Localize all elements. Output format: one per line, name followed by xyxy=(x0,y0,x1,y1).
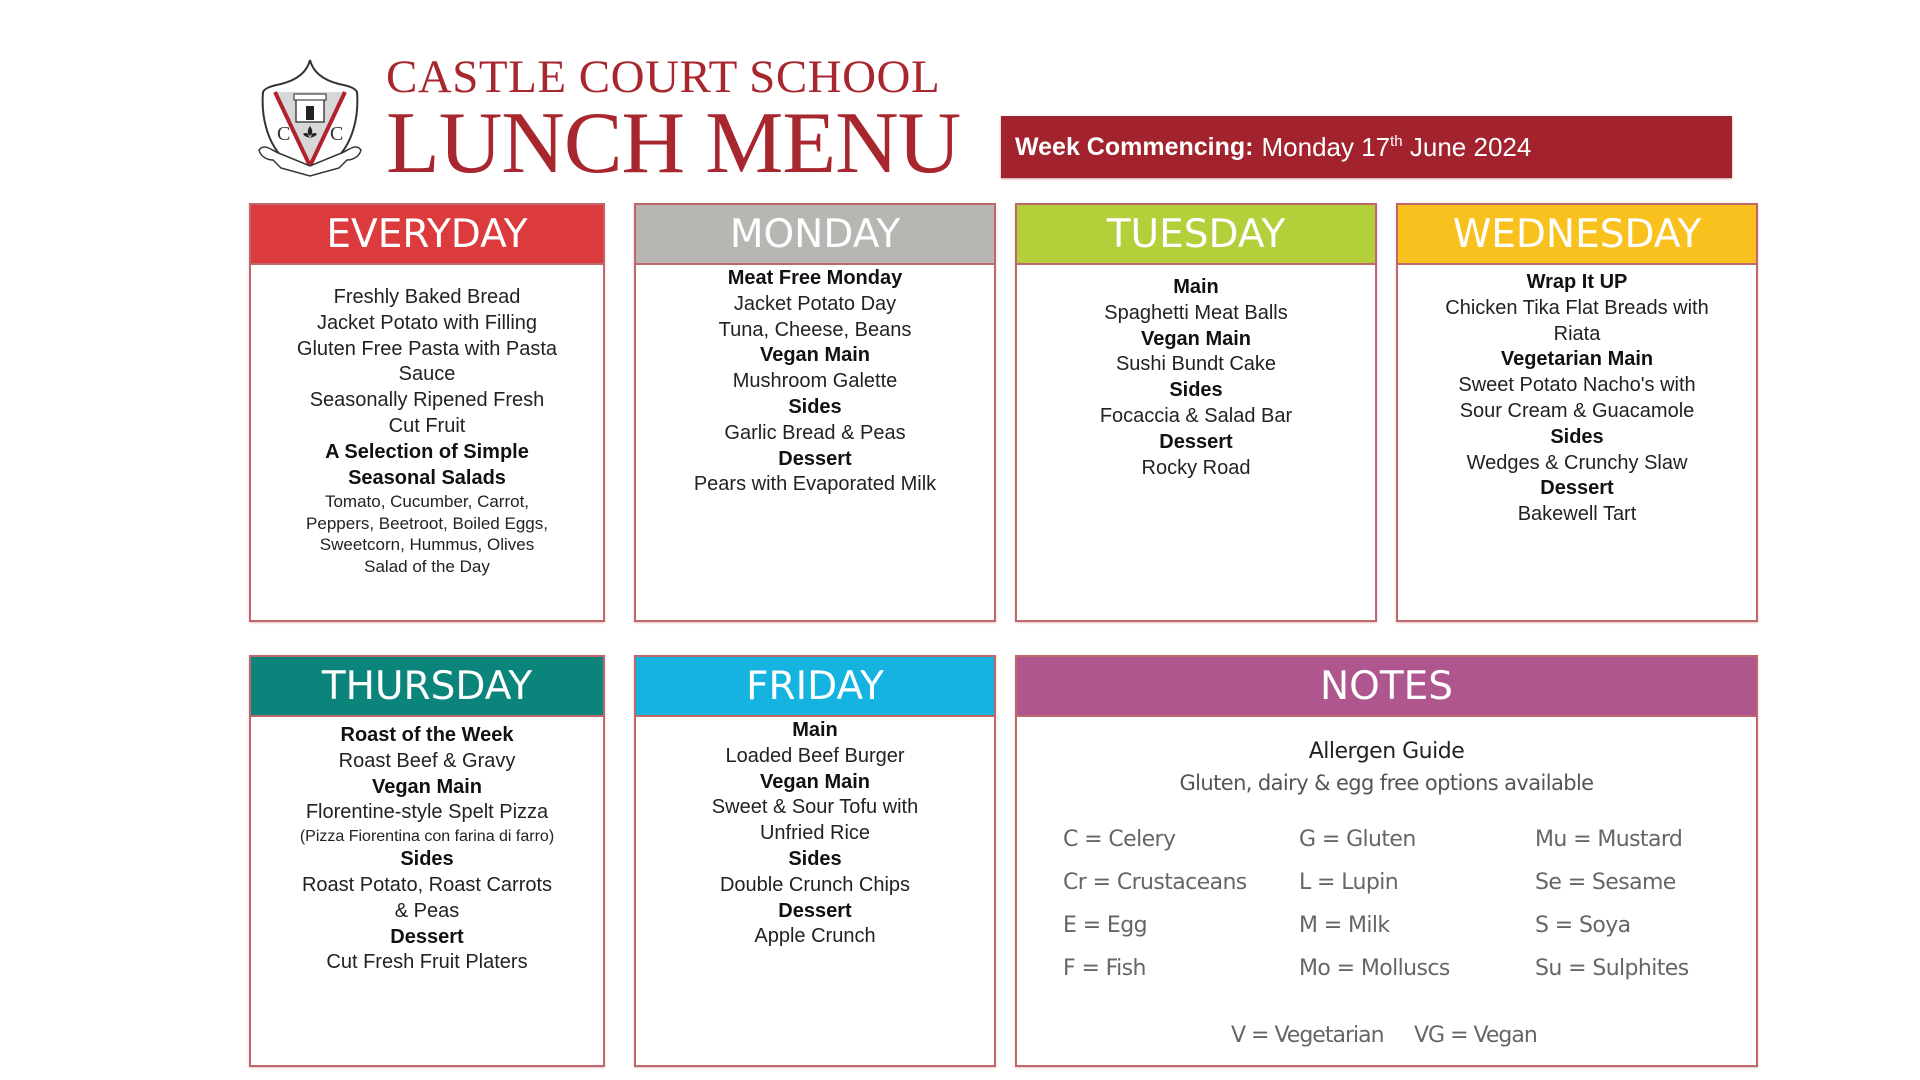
card-header-notes xyxy=(1017,657,1756,717)
card-header-thursday xyxy=(251,657,603,717)
card-body-everyday xyxy=(251,265,603,577)
card-title: MONDAY xyxy=(729,211,901,257)
section-heading: Dessert xyxy=(778,447,852,470)
menu-item: Garlic Bread & Peas xyxy=(724,421,906,444)
allergen-egg: E = Egg xyxy=(1063,913,1147,938)
card-title: TUESDAY xyxy=(1106,211,1286,257)
menu-item: Roast Beef & Gravy xyxy=(338,749,516,772)
crest-icon xyxy=(253,58,367,182)
allergen-sesame: Se = Sesame xyxy=(1535,870,1676,895)
card-title: THURSDAY xyxy=(321,663,533,709)
section-heading: Main xyxy=(1173,276,1219,298)
section-heading: Sides xyxy=(400,848,454,871)
section-heading: Vegan Main xyxy=(371,775,483,798)
allergen-sulphites: Su = Sulphites xyxy=(1535,956,1689,981)
menu-item: Salad of the Day xyxy=(364,556,490,576)
card-title: FRIDAY xyxy=(746,663,884,709)
menu-item: Apple Crunch xyxy=(754,925,876,948)
section-heading: Meat Free Monday xyxy=(727,267,903,289)
card-notes xyxy=(1015,655,1758,1067)
card-header-tuesday xyxy=(1017,205,1375,265)
card-thursday xyxy=(249,655,605,1067)
menu-item: Unfried Rice xyxy=(759,822,871,845)
diet-vegetarian: V = Vegetarian xyxy=(1231,1023,1384,1048)
card-header-monday xyxy=(636,205,994,265)
page-title xyxy=(386,50,961,192)
menu-item: Sweetcorn, Hummus, Olives xyxy=(319,535,535,555)
allergen-guide-subtitle: Gluten, dairy & egg free options available xyxy=(1179,771,1594,795)
menu-title: LUNCH MENU xyxy=(386,95,961,192)
section-heading: Main xyxy=(792,719,838,741)
menu-item: Cut Fresh Fruit Platers xyxy=(326,951,528,974)
menu-item: Sweet Potato Nacho's with xyxy=(1458,374,1696,397)
menu-item: Mushroom Galette xyxy=(732,370,898,393)
menu-item: Jacket Potato Day xyxy=(733,292,897,315)
section-heading: Roast of the Week xyxy=(340,724,514,746)
week-label: Week Commencing: xyxy=(1015,132,1254,161)
menu-item: Chicken Tika Flat Breads with xyxy=(1445,296,1709,319)
allergen-fish: F = Fish xyxy=(1063,956,1146,981)
allergen-celery: C = Celery xyxy=(1063,827,1176,852)
section-heading: Dessert xyxy=(390,925,464,948)
section-heading: Seasonal Salads xyxy=(348,466,506,489)
allergen-soya: S = Soya xyxy=(1535,913,1631,938)
section-heading: Dessert xyxy=(778,899,852,922)
menu-item: Cut Fruit xyxy=(388,414,466,437)
week-day-suffix: th xyxy=(1390,132,1403,150)
card-title: NOTES xyxy=(1319,663,1454,709)
menu-item: Double Crunch Chips xyxy=(719,873,911,896)
card-everyday xyxy=(249,203,605,622)
diet-vegan: VG = Vegan xyxy=(1414,1023,1537,1048)
allergen-lupin: L = Lupin xyxy=(1299,870,1399,895)
allergen-mustard: Mu = Mustard xyxy=(1535,827,1683,852)
menu-item: Sour Cream & Guacamole xyxy=(1459,399,1695,422)
allergen-guide-title: Allergen Guide xyxy=(1308,739,1465,764)
menu-item: Spaghetti Meat Balls xyxy=(1104,301,1288,324)
section-heading: Sides xyxy=(1550,425,1604,448)
card-body-tuesday xyxy=(1017,265,1375,481)
menu-item: Florentine-style Spelt Pizza xyxy=(305,801,549,824)
week-date xyxy=(1261,132,1531,163)
section-heading: Sides xyxy=(788,395,842,418)
menu-item: Wedges & Crunchy Slaw xyxy=(1466,451,1688,474)
menu-item: Roast Potato, Roast Carrots xyxy=(301,873,553,896)
section-heading: Vegetarian Main xyxy=(1500,348,1654,371)
section-heading: Sides xyxy=(1169,379,1223,402)
menu-item: Tomato, Cucumber, Carrot, xyxy=(324,492,530,512)
menu-item: Jacket Potato with Filling xyxy=(316,311,538,334)
menu-item: Pears with Evaporated Milk xyxy=(693,473,937,496)
menu-item: Sauce xyxy=(398,363,456,386)
menu-item: Rocky Road xyxy=(1141,456,1251,479)
card-title: EVERYDAY xyxy=(326,211,528,257)
menu-item: Riata xyxy=(1553,322,1601,345)
allergen-crustaceans: Cr = Crustaceans xyxy=(1063,870,1247,895)
card-body-thursday xyxy=(251,717,603,976)
card-body-wednesday xyxy=(1398,265,1756,528)
menu-item: Sushi Bundt Cake xyxy=(1115,353,1277,376)
week-day: Monday 17 xyxy=(1261,131,1391,162)
section-heading: Vegan Main xyxy=(759,770,871,793)
menu-item: & Peas xyxy=(394,899,460,922)
menu-item: Gluten Free Pasta with Pasta xyxy=(296,337,558,360)
card-friday xyxy=(634,655,996,1067)
card-monday xyxy=(634,203,996,622)
allergen-milk: M = Milk xyxy=(1299,913,1390,938)
svg-text:C: C xyxy=(277,123,291,145)
card-body-monday xyxy=(636,265,994,498)
allergen-molluscs: Mo = Molluscs xyxy=(1299,956,1450,981)
menu-item: Seasonally Ripened Fresh xyxy=(309,389,545,412)
card-header-friday xyxy=(636,657,994,717)
section-heading: Vegan Main xyxy=(1140,327,1252,350)
menu-item: Loaded Beef Burger xyxy=(725,744,905,767)
card-body-friday xyxy=(636,717,994,950)
card-header-wednesday xyxy=(1398,205,1756,265)
school-crest-logo xyxy=(253,58,367,182)
svg-text:C: C xyxy=(330,123,344,145)
menu-item: Bakewell Tart xyxy=(1517,503,1637,526)
menu-item: Focaccia & Salad Bar xyxy=(1099,404,1293,427)
section-heading: Dessert xyxy=(1540,477,1614,500)
section-heading: Vegan Main xyxy=(759,344,871,367)
school-name: CASTLE COURT SCHOOL xyxy=(386,51,941,103)
section-heading: A Selection of Simple xyxy=(325,440,529,463)
menu-item-note: (Pizza Fiorentina con farina di farro) xyxy=(299,828,555,846)
card-header-everyday xyxy=(251,205,603,265)
section-heading: Wrap It UP xyxy=(1526,271,1628,293)
menu-item: Peppers, Beetroot, Boiled Eggs, xyxy=(306,513,548,533)
card-title: WEDNESDAY xyxy=(1452,211,1702,257)
menu-item: Tuna, Cheese, Beans xyxy=(718,318,912,341)
card-wednesday xyxy=(1396,203,1758,622)
card-tuesday xyxy=(1015,203,1377,622)
section-heading: Dessert xyxy=(1159,430,1233,453)
week-month-year: June 2024 xyxy=(1402,131,1532,162)
allergen-gluten: G = Gluten xyxy=(1299,827,1416,852)
menu-item: Freshly Baked Bread xyxy=(333,286,521,308)
allergen-guide xyxy=(1017,717,1756,1070)
week-commencing-banner xyxy=(1001,116,1732,178)
menu-item: Sweet & Sour Tofu with xyxy=(711,796,919,819)
section-heading: Sides xyxy=(788,847,842,870)
